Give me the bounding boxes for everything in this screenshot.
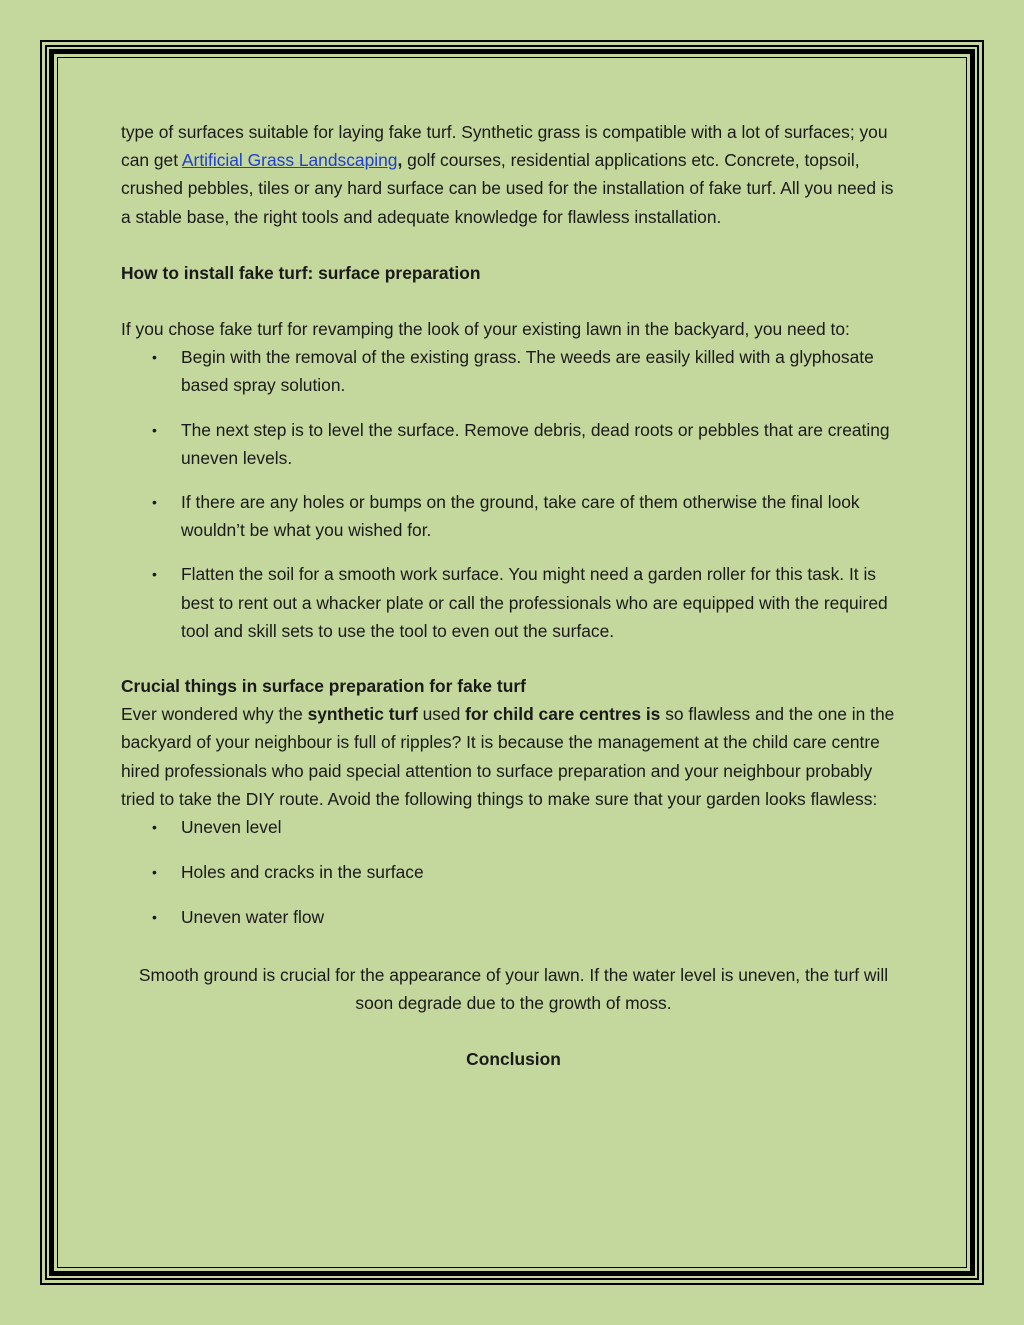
list-item-text: If there are any holes or bumps on the ground, take care of them otherwise the final look wouldn’t be what you wished for. bbox=[181, 492, 860, 541]
bullet-icon: • bbox=[152, 494, 157, 511]
list-item bbox=[121, 416, 906, 472]
install-intro-text: If you chose fake turf for revamping the look of your existing lawn in the backyard, you need to: bbox=[121, 319, 850, 340]
smooth-ground-paragraph: Smooth ground is crucial for the appearance of your lawn. If the water level is uneven, the turf will soon degrade due to the growth of moss. bbox=[138, 964, 889, 1013]
list-item bbox=[121, 858, 906, 886]
conclusion-heading: Conclusion bbox=[466, 1049, 561, 1070]
intro-text-before-link: type of surfaces suitable for laying fake turf. Synthetic grass is compatible with a lot of surfaces; you can get bbox=[121, 122, 888, 171]
avoid-list bbox=[121, 813, 906, 932]
bullet-icon: • bbox=[152, 864, 157, 881]
section-heading-install: How to install fake turf: surface preparation bbox=[121, 262, 481, 283]
crucial-text-1: Ever wondered why the bbox=[121, 704, 308, 725]
list-item bbox=[121, 343, 906, 399]
artificial-grass-landscaping-link[interactable]: Artificial Grass Landscaping bbox=[181, 150, 398, 171]
intro-text-after-link: golf courses, residential applications etc. Concrete, topsoil, crushed pebbles, tiles or any hard surface can be used for the installation of fake turf. All you need is a stable base, the right tools and adequate knowledge for flawless installation. bbox=[121, 150, 894, 227]
list-item-text: Uneven water flow bbox=[181, 907, 325, 928]
crucial-text-2: used bbox=[417, 704, 466, 725]
section-heading-crucial: Crucial things in surface preparation for fake turf bbox=[121, 676, 526, 697]
list-item-text: Uneven level bbox=[181, 817, 282, 838]
link-comma: , bbox=[397, 150, 403, 171]
bullet-icon: • bbox=[152, 349, 157, 366]
list-item-text: Begin with the removal of the existing grass. The weeds are easily killed with a glyphosate based spray solution. bbox=[181, 347, 874, 396]
bullet-icon: • bbox=[152, 819, 157, 836]
list-item-text: The next step is to level the surface. Remove debris, dead roots or pebbles that are creating uneven levels. bbox=[181, 419, 890, 468]
crucial-paragraph bbox=[121, 700, 906, 813]
list-item bbox=[121, 488, 906, 544]
list-item-text: Holes and cracks in the surface bbox=[181, 862, 424, 883]
crucial-bold-2: for child care centres is bbox=[465, 704, 661, 725]
preparation-steps-list bbox=[121, 343, 906, 645]
crucial-text-3: so flawless and the one in the backyard of your neighbour is full of ripples? It is because the management at the child care centre hired professionals who paid special attention to surface preparation and your neighbour probably tried to take the DIY route. Avoid the following things to make sure that your garden looks flawless: bbox=[121, 704, 895, 809]
intro-paragraph bbox=[121, 118, 906, 231]
document-body bbox=[121, 118, 906, 1073]
crucial-bold-1: synthetic turf bbox=[307, 704, 418, 725]
list-item bbox=[121, 560, 906, 645]
list-item-text: Flatten the soil for a smooth work surface. You might need a garden roller for this task. It is best to rent out a whacker plate or call the professionals who are equipped with the required tool and skill sets to use the tool to even out the surface. bbox=[181, 564, 888, 641]
bullet-icon: • bbox=[152, 909, 157, 926]
bullet-icon: • bbox=[152, 566, 157, 583]
list-item bbox=[121, 903, 906, 931]
list-item bbox=[121, 813, 906, 841]
bullet-icon: • bbox=[152, 421, 157, 438]
